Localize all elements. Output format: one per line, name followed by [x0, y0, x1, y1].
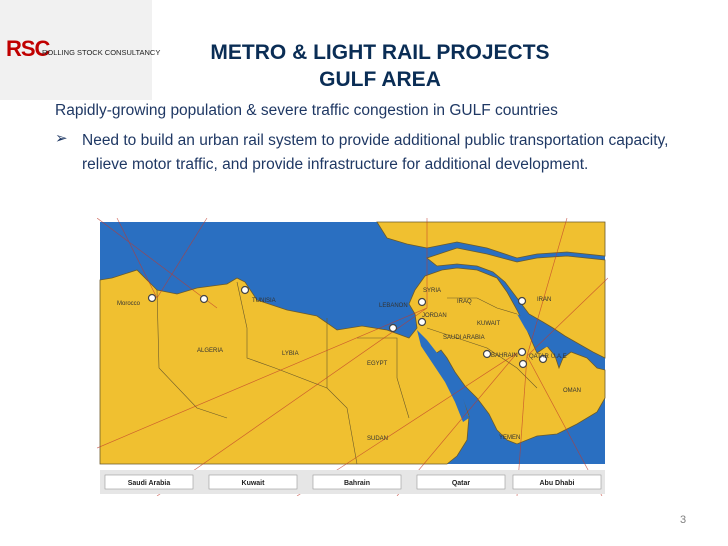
- gulf-map: [97, 218, 608, 496]
- page-number: 3: [680, 514, 687, 526]
- logo-company-name: ROLLING STOCK CONSULTANCY: [42, 48, 161, 57]
- thumb-kuwait: Kuwait: [241, 480, 265, 487]
- map-label-iraq: IRAQ: [457, 299, 472, 305]
- thumb-bahrain: Bahrain: [343, 480, 371, 487]
- map-label-lebanon: LEBANON: [379, 303, 408, 309]
- map-label-qatar: QATAR: [529, 354, 549, 360]
- thumb-qatar: Qatar: [451, 480, 471, 487]
- map-label-uae: U.A.E: [551, 354, 567, 360]
- map-label-yemen: YEMEN: [499, 435, 521, 441]
- map-label-saudi-arabia: SAUDI ARABIA: [443, 335, 485, 341]
- map-label-oman: OMAN: [563, 388, 581, 394]
- bullet-text: Need to build an urban rail system to provide additional public transportation capacity, relieve motor traffic, and provide infrastructure for additional development.: [82, 132, 669, 173]
- map-label-morocco: Morocco: [117, 301, 141, 307]
- map-label-tunisia: TUNISIA: [252, 298, 276, 304]
- map-label-syria: SYRIA: [423, 288, 442, 294]
- map-label-algeria: ALGERIA: [197, 348, 224, 354]
- map-label-sudan: SUDAN: [367, 436, 389, 442]
- slide-title-line1: METRO & LIGHT RAIL PROJECTS: [210, 41, 550, 64]
- map-label-jordan: JORDAN: [422, 313, 447, 319]
- thumb-saudi-arabia: Saudi Arabia: [127, 480, 171, 487]
- map-label-iran: IRAN: [537, 297, 552, 303]
- thumb-abu-dhabi: Abu Dhabi: [539, 480, 575, 487]
- map-label-egypt: EGYPT: [367, 361, 388, 367]
- logo-mark: RSC: [6, 36, 50, 61]
- arrow-bullet-icon: ➢: [55, 130, 68, 147]
- logo-background: [0, 0, 161, 100]
- map-label-bahrain: BAHRAIN: [491, 353, 518, 359]
- map-label-lybia: LYBIA: [282, 351, 299, 357]
- slide-subtitle: Rapidly-growing population & severe traffic congestion in GULF countries: [55, 102, 558, 119]
- slide-title-line2: GULF AREA: [319, 68, 441, 91]
- map-label-kuwait: KUWAIT: [477, 321, 501, 327]
